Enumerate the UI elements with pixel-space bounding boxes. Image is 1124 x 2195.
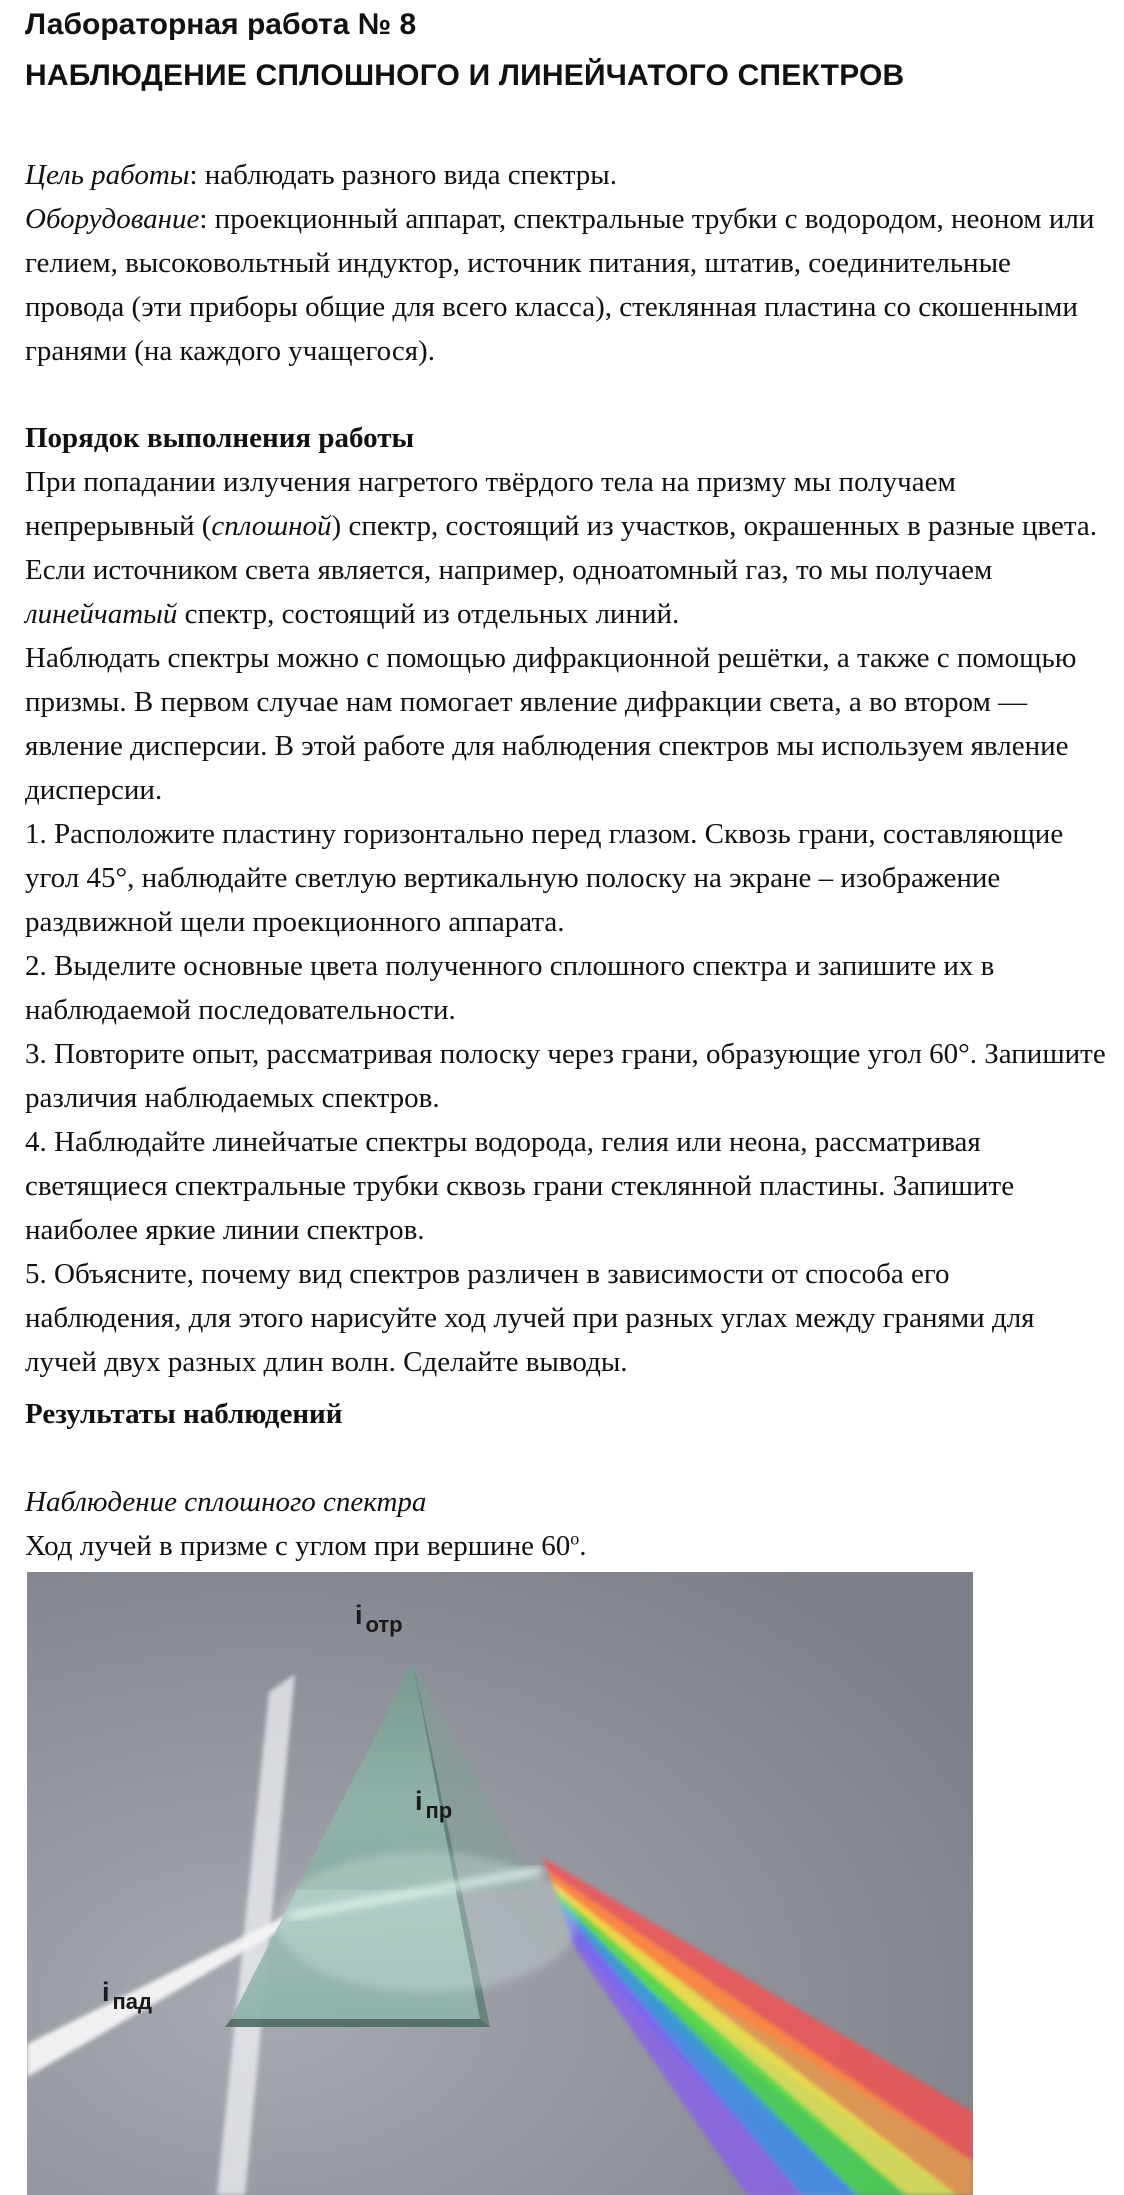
equipment-paragraph <box>25 197 1110 373</box>
figure-caption <box>25 1524 1110 1568</box>
procedure-step: 3. Повторите опыт, рассматривая полоску через грани, образующие угол 60°. Запишите различия наблюдаемых спектров. <box>25 1038 1106 1114</box>
lab-subtitle: НАБЛЮДЕНИЕ СПЛОШНОГО И ЛИНЕЙЧАТОГО СПЕКТРОВ <box>25 59 905 92</box>
goal-label: Цель работы <box>25 159 190 191</box>
procedure-heading: Порядок выполнения работы <box>25 422 415 454</box>
procedure-step: 5. Объясните, почему вид спектров различен в зависимости от способа его наблюдения, для этого нарисуйте ход лучей при разных углах между гранями для лучей двух разных длин волн. Сделайте выводы. <box>25 1258 1035 1378</box>
label-refracted: i $_{пр}$ <box>415 1786 453 1823</box>
label-reflected: i $_{отр}$ <box>355 1600 403 1637</box>
equipment-text: : проекционный аппарат, спектральные трубки с водородом, неоном или гелием, высоковольтный индуктор, источник питания, штатив, соединительные провода (эти приборы общие для всего класса), стеклянная пластина со скошенными гранями (на каждого учащегося). <box>25 203 1095 367</box>
intro-part-3: спектр, состоящий из отдельных линий. <box>177 598 680 630</box>
procedure-block <box>25 416 1110 1384</box>
prism-figure <box>27 1572 973 2195</box>
results-subheading: Наблюдение сплошного спектра <box>25 1486 427 1518</box>
prism-illustration <box>27 1572 973 2195</box>
prism-glow <box>277 1852 577 1992</box>
goal-text: : наблюдать разного вида спектры. <box>189 159 617 191</box>
procedure-step: 2. Выделите основные цвета полученного сплошного спектра и запишите их в наблюдаемой последовательности. <box>25 950 995 1026</box>
lab-title: Лабораторная работа № 8 <box>25 8 417 41</box>
procedure-step: 1. Расположите пластину горизонтально перед глазом. Сквозь грани, составляющие угол 45°, наблюдайте светлую вертикальную полоску на экране – изображение раздвижной щели проекционного аппарата. <box>25 818 1064 938</box>
procedure-step: 4. Наблюдайте линейчатые спектры водорода, гелия или неона, рассматривая светящиеся спектральные трубки сквозь грани стеклянной пластины. Запишите наиболее яркие линии спектров. <box>25 1126 1015 1246</box>
procedure-intro-2: Наблюдать спектры можно с помощью дифракционной решётки, а также с помощью призмы. В первом случае нам помогает явление дифракции света, а во втором — явление дисперсии. В этой работе для наблюдения спектров мы используем явление дисперсии. <box>25 642 1077 806</box>
equipment-label: Оборудование <box>25 203 200 235</box>
caption-text: Ход лучей в призме с углом при вершине 60 <box>25 1530 571 1562</box>
caption-end: . <box>579 1530 587 1562</box>
continuous-spectrum-block <box>25 1480 1110 1568</box>
term-line: линейчатый <box>25 598 178 630</box>
procedure-intro <box>25 460 1110 636</box>
label-incident: i $_{пад}$ <box>102 1977 153 2014</box>
intro-part-1: При попадании излучения нагретого твёрдого тела на призму мы получаем непрерывный ( <box>25 466 956 542</box>
caption-degree: о <box>570 1528 580 1549</box>
goal-equipment-block <box>25 153 1110 373</box>
prism-base-edge <box>225 2019 490 2027</box>
results-block <box>25 1392 1110 1436</box>
goal-paragraph <box>25 153 1110 197</box>
results-heading: Результаты наблюдений <box>25 1398 343 1430</box>
intro-part-2: ) спектр, состоящий из участков, окрашенных в разные цвета. Если источником света является, например, одноатомный газ, то мы получаем <box>25 510 1098 586</box>
term-continuous: сплошной <box>211 510 332 542</box>
